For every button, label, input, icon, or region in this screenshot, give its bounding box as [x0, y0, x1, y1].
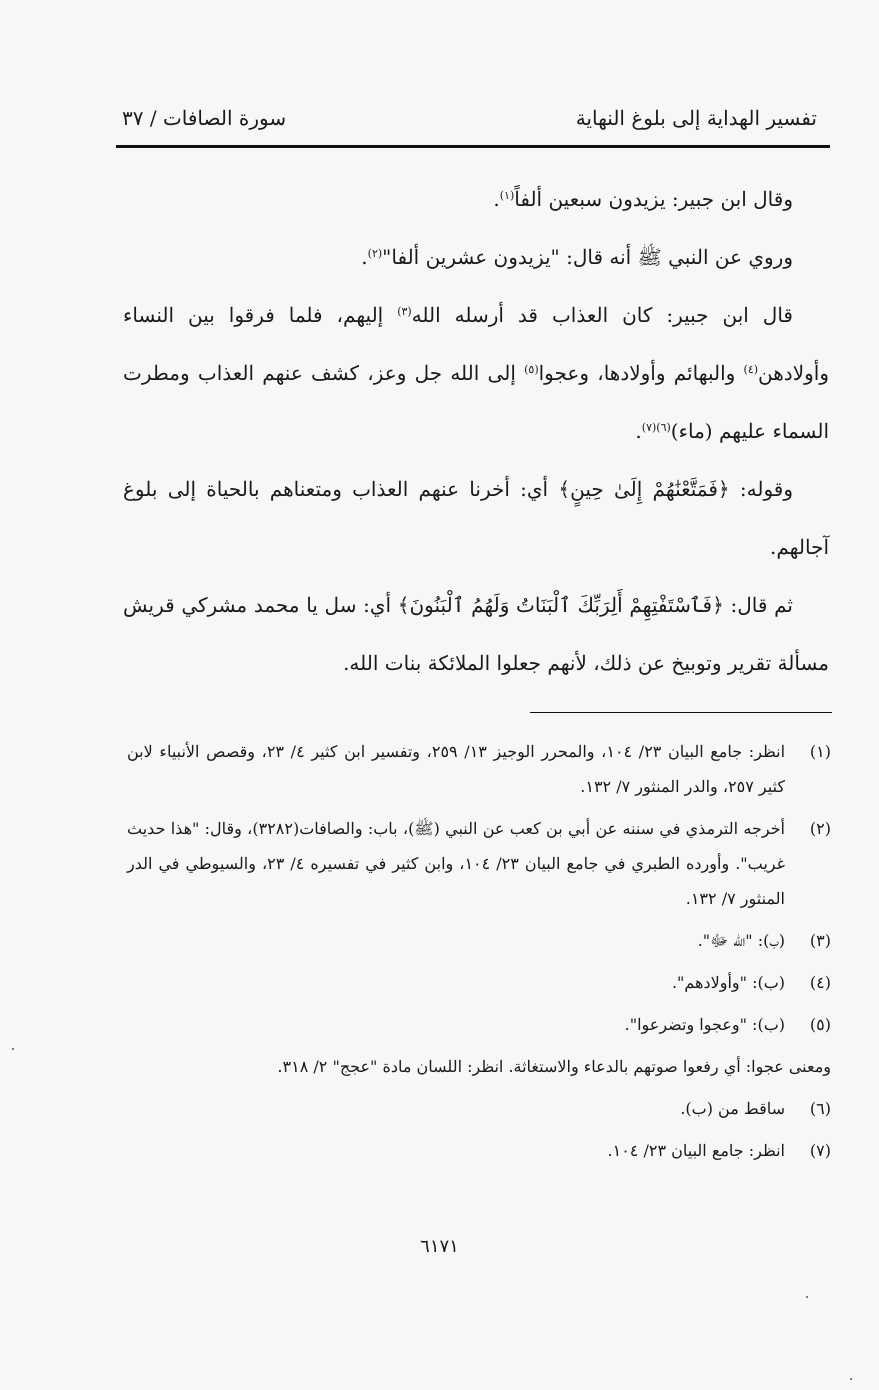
- footnote-number: (٥): [809, 1015, 831, 1034]
- footnote-text: أخرجه الترمذي في سننه عن أبي بن كعب عن النبي (ﷺ)، باب: والصافات(٣٢٨٢)، وقال: "هذا حديث غريب". وأورده الطبري في جامع البيان ٢٣/ ١٠٤، وابن كثير في تفسيره ٤/ ٢٣، والسيوطي في الدر المنثور ٧/ ١٣٢.: [127, 819, 785, 908]
- footnote: [127, 923, 831, 958]
- footnote-ref: (٤): [743, 363, 759, 376]
- footnote: [127, 734, 831, 804]
- footnote-number: (٧): [809, 1141, 831, 1160]
- footnote: [127, 1091, 831, 1126]
- paragraph-text: إلى الله جل وعز، كشف عنهم العذاب ومطرت السماء عليهم (ماء): [123, 361, 829, 443]
- footnote: [127, 965, 831, 1000]
- scan-speck: [12, 1048, 14, 1050]
- book-title: تفسير الهداية إلى بلوغ النهاية: [575, 106, 817, 130]
- footnote-number: (١): [809, 742, 831, 761]
- paragraph: [123, 576, 829, 692]
- paragraph: وروي عن النبي ﷺ أنه قال: "يزيدون عشرين ألفا"$^{(٢)}$.: [361, 245, 793, 269]
- footnote-number: (٣): [809, 931, 831, 950]
- scan-speck: [850, 1378, 852, 1380]
- footnote-ref: (٦)(٧): [641, 421, 671, 434]
- footnote-ref: (٢): [367, 247, 383, 260]
- surah-title: سورة الصافات / ٣٧: [122, 106, 287, 130]
- scan-speck: [806, 1296, 808, 1298]
- paragraph-text: والبهائم وأولادها، وعجوا: [538, 361, 744, 385]
- paragraph-text: وروي عن النبي ﷺ أنه قال: "يزيدون عشرين ألفا": [382, 245, 793, 269]
- footnote-text: ومعنى عجوا: أي رفعوا صوتهم بالدعاء والاستغاثة. انظر: اللسان مادة "عجج" ٢/ ٣١٨.: [277, 1057, 831, 1076]
- footnote-separator: [530, 712, 832, 713]
- footnotes: [127, 734, 831, 1175]
- footnote-ref: (٥): [524, 363, 539, 376]
- footnote: [127, 1007, 831, 1042]
- footnote-ref: (١): [499, 189, 515, 202]
- footnote-number: (٢): [809, 819, 831, 838]
- footnote-text: (ب): "وأولادهم".: [671, 973, 785, 992]
- footnote-ref: (٣): [397, 305, 412, 318]
- paragraph-text: وقوله: ﴿فَمَتَّعْنَٰهُمْ إِلَىٰ حِينٍ﴾ أي: أخرنا عنهم العذاب ومتعناهم بالحياة إلى بلوغ آجالهم.: [123, 477, 829, 559]
- paragraph: وقال ابن جبير: يزيدون سبعين ألفاً$^{(١)}$.: [493, 187, 793, 211]
- footnote-text: ساقط من (ب).: [680, 1099, 785, 1118]
- main-text: [123, 170, 829, 692]
- footnote-number: (٤): [809, 973, 831, 992]
- paragraph: [123, 460, 829, 576]
- footnote-text: انظر: جامع البيان ٢٣/ ١٠٤.: [607, 1141, 785, 1160]
- footnote-text: (ب): "الله ﷻ".: [697, 931, 785, 950]
- paragraph: قال ابن جبير: كان العذاب قد أرسله الله$^{(٣)}$ إليهم، فلما فرقوا بين النساء وأولادهن$^{(٤)}$ والبهائم وأولادها، وعجوا$^{(٥)}$ إلى الله جل وعز، كشف عنهم العذاب ومطرت السماء عليهم (ماء)$^{(٦)(٧)}$.: [123, 303, 829, 443]
- header-rule: [116, 145, 830, 148]
- footnote: [127, 811, 831, 916]
- paragraph-text: إليهم، فلما فرقوا بين النساء وأولادهن: [123, 303, 829, 385]
- footnote-continuation: [127, 1049, 831, 1084]
- footnote-text: انظر: جامع البيان ٢٣/ ١٠٤، والمحرر الوجيز ١٣/ ٢٥٩، وتفسير ابن كثير ٤/ ٢٣، وقصص الأنبياء لابن كثير ٢٥٧، والدر المنثور ٧/ ١٣٢.: [127, 742, 786, 796]
- footnote-number: (٦): [809, 1099, 831, 1118]
- paragraph-text: ثم قال: ﴿فَٱسْتَفْتِهِمْ أَلِرَبِّكَ ٱلْبَنَاتُ وَلَهُمُ ٱلْبَنُونَ﴾ أي: سل يا محمد مشركي قريش مسألة تقرير وتوبيخ عن ذلك، لأنهم جعلوا الملائكة بنات الله.: [123, 593, 829, 675]
- footnote-text: (ب): "وعجوا وتضرعوا".: [624, 1015, 785, 1034]
- page-number: ٦١٧١: [420, 1236, 459, 1257]
- paragraph-text: وقال ابن جبير: يزيدون سبعين ألفاً: [514, 187, 793, 211]
- footnote: [127, 1133, 831, 1168]
- paragraph-text: قال ابن جبير: كان العذاب قد أرسله الله: [411, 303, 793, 327]
